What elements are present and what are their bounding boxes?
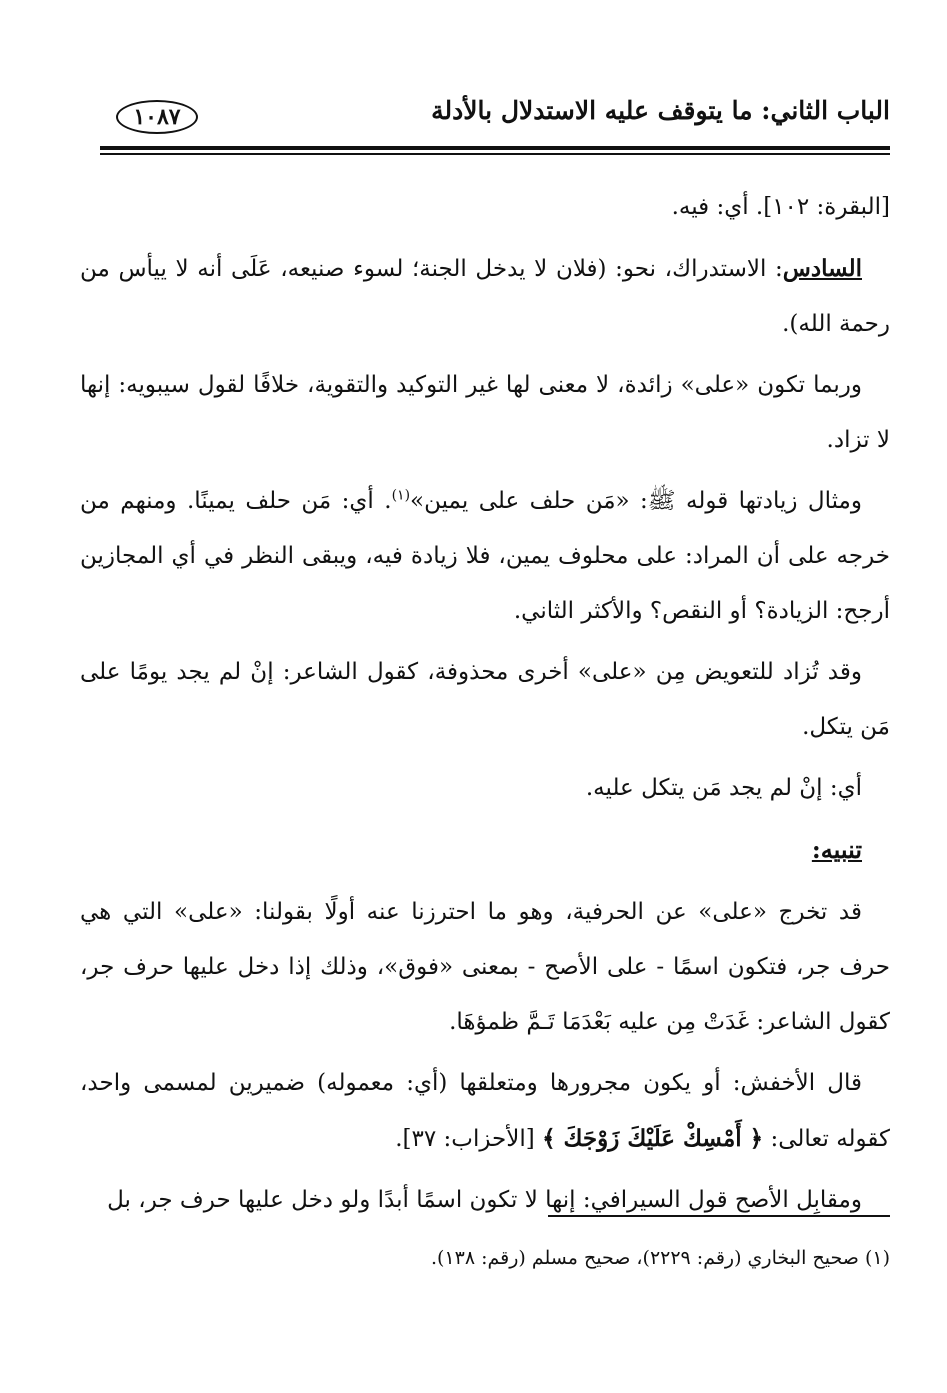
header-rule-thick: [100, 146, 890, 150]
header-rule-thin: [100, 153, 890, 155]
paragraph-1: [البقرة: ١٠٢]. أي: فيه.: [671, 194, 890, 220]
term-sixth: السادس: [782, 255, 862, 282]
paragraph-5: وقد تُزاد للتعويض مِن «على» أخرى محذوفة، كقول الشاعر: إنْ لم يجد يومًا على مَن يتكل.: [80, 659, 890, 740]
paragraph-8: [80, 1056, 890, 1167]
page-header: [100, 92, 890, 142]
main-text: [80, 180, 890, 1234]
page-number: ١٠٨٧: [133, 104, 181, 130]
paragraph-2: [80, 241, 890, 352]
paragraph-7: قد تخرج «على» عن الحرفية، وهو ما احترزنا عنه أولًا بقولنا: «على» التي هي حرف جر، فتكون اسمًا - على الأصح - بمعنى «فوق»، وذلك إذا دخل عليها حرف جر، كقول الشاعر: غَدَتْ مِن عليه بَعْدَمَا تَـمَّ ظمؤهَا.: [80, 899, 890, 1035]
paragraph-3: وربما تكون «على» زائدة، لا معنى لها غير التوكيد والتقوية، خلافًا لقول سيبويه: إنها لا تزاد.: [80, 372, 890, 453]
heading-note: تنبيه:: [811, 835, 862, 864]
paragraph-4-text-b: . أي: مَن حلف يمينًا. ومنهم من خرجه على أن المراد: على محلوف يمين، فلا زيادة فيه، ويبقى النظر في أي المجازين أرجح: الزيادة؟ أو النقص؟ والأكثر الثاني.: [80, 488, 890, 624]
paragraph-4-text-a: ومثال زيادتها قوله ﷺ: «مَن حلف على يمين»: [410, 488, 862, 514]
quran-verse: ﴿ أَمْسِكْ عَلَيْكَ زَوْجَكَ ﴾: [542, 1125, 764, 1152]
section-heading: [80, 822, 890, 879]
chapter-title: الباب الثاني: ما يتوقف عليه الاستدلال بالأدلة: [431, 96, 890, 125]
paragraph-4: [80, 474, 890, 639]
paragraph-6: أي: إنْ لم يجد مَن يتكل عليه.: [585, 775, 862, 801]
footnote: [80, 1240, 890, 1276]
footnote-ref: (١): [391, 487, 411, 504]
paragraph-2-text: : الاستدراك، نحو: (فلان لا يدخل الجنة؛ لسوء صنيعه، عَلَى أنه لا ييأس من رحمة الله).: [80, 256, 890, 337]
page-number-badge: [116, 100, 198, 134]
footnote-separator: [548, 1215, 890, 1217]
footnote-text: (١) صحيح البخاري (رقم: ٢٢٢٩)، صحيح مسلم (رقم: ١٣٨).: [430, 1247, 890, 1269]
paragraph-9: ومقابِل الأصح قول السيرافي: إنها لا تكون اسمًا أبدًا ولو دخل عليها حرف جر، بل: [107, 1187, 862, 1213]
paragraph-8-text-a: قال الأخفش: أو يكون مجرورها ومتعلقها (أي: معموله) ضميرين لمسمى واحد، كقوله تعالى:: [80, 1070, 890, 1152]
paragraph-8-text-b: [الأحزاب: ٣٧].: [395, 1126, 543, 1152]
